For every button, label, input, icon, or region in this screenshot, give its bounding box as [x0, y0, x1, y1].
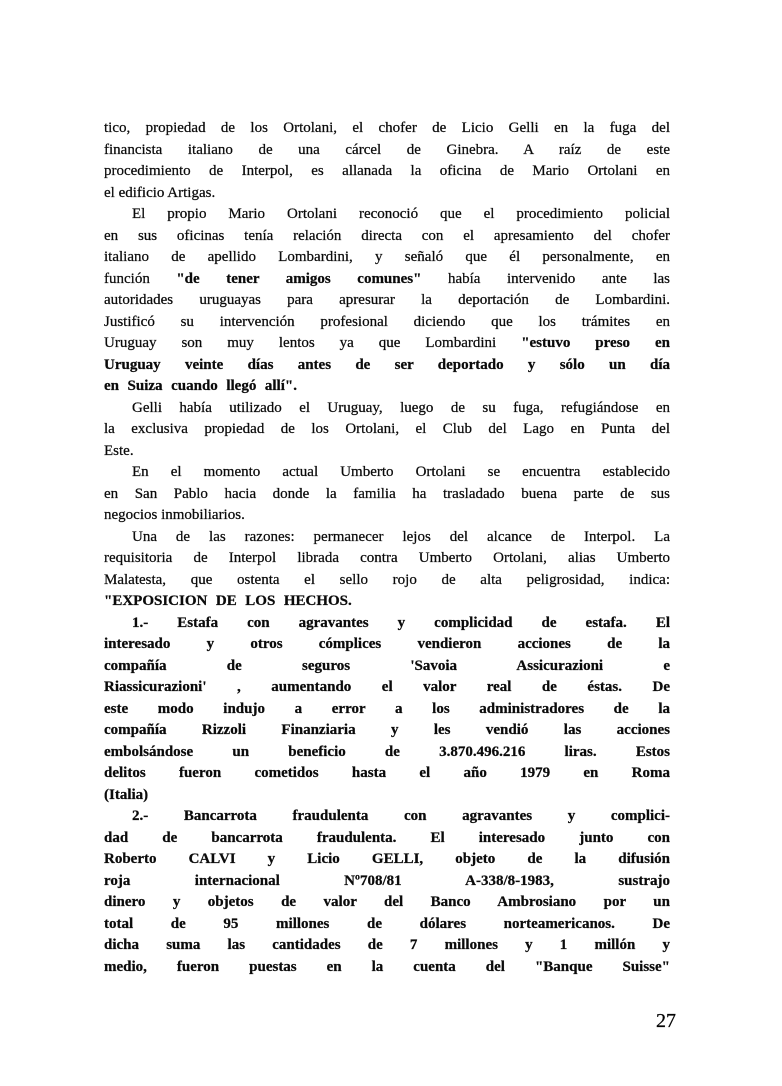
text-run: italiano de apellido Lombardini, y señaló que él personalmente, en: [104, 249, 670, 265]
text-line: [104, 656, 670, 678]
text-run: negocios inmobiliarios.: [104, 507, 245, 523]
text-line: [104, 312, 670, 334]
text-run: "estuvo preso en: [521, 335, 670, 351]
text-run: financista italiano de una cárcel de Ginebra. A raíz de este: [104, 141, 670, 158]
text-run: total de 95 millones de dólares norteamericanos. De: [104, 915, 670, 932]
text-run: "EXPOSICION DE LOS HECHOS.: [104, 593, 352, 609]
text-line: [104, 634, 670, 656]
text-run: autoridades uruguayas para apresurar la deportación de Lombardini.: [104, 292, 670, 308]
text-run: (Italia): [104, 786, 149, 803]
text-line: [104, 355, 670, 377]
text-line: [104, 527, 670, 549]
text-line: [104, 419, 670, 441]
text-line: [104, 591, 670, 613]
text-run: Justificó su intervención profesional diciendo que los trámites en: [104, 313, 670, 330]
text-line: [104, 548, 670, 570]
text-line: [104, 140, 670, 162]
text-run: Roberto CALVI y Licio GELLI, objeto de la difusión: [104, 851, 670, 867]
text-line: [104, 828, 670, 850]
text-line: [104, 118, 670, 140]
text-line: [104, 871, 670, 893]
text-run: 2.- Bancarrota fraudulenta con agravantes y complici-: [132, 808, 670, 824]
text-line: [104, 183, 670, 205]
text-run: en San Pablo hacia donde la familia ha trasladado buena parte de sus: [104, 485, 670, 502]
text-line: [104, 398, 670, 420]
text-run: dad de bancarrota fraudulenta. El interesado junto con: [104, 829, 670, 846]
text-line: [104, 376, 670, 398]
text-run: tico, propiedad de los Ortolani, el chofer de Licio Gelli en la fuga del: [104, 120, 670, 136]
text-run: la exclusiva propiedad de los Ortolani, el Club del Lago en Punta del: [104, 421, 670, 437]
text-line: [104, 914, 670, 936]
text-line: [104, 935, 670, 957]
text-line: [104, 720, 670, 742]
text-run: Este.: [104, 442, 134, 459]
text-run: dinero y objetos de valor del Banco Ambrosiano por un: [104, 894, 670, 910]
text-line: [104, 269, 670, 291]
text-line: [104, 204, 670, 226]
text-run: El propio Mario Ortolani reconoció que el procedimiento policial: [132, 206, 670, 222]
text-run: este modo indujo a error a los administradores de la: [104, 700, 670, 717]
text-run: compañía Rizzoli Finanziaria y les vendió las acciones: [104, 722, 670, 738]
text-line: [104, 570, 670, 592]
text-line: [104, 333, 670, 355]
text-line: [104, 484, 670, 506]
text-run: medio, fueron puestas en la cuenta del "Banque Suisse": [104, 958, 670, 975]
text-line: [104, 247, 670, 269]
text-run: embolsándose un beneficio de 3.870.496.216 liras. Estos: [104, 743, 670, 760]
text-line: [104, 806, 670, 828]
text-run: requisitoria de Interpol librada contra Umberto Ortolani, alias Umberto: [104, 550, 670, 566]
text-run: el edificio Artigas.: [104, 184, 216, 201]
text-run: Uruguay veinte días antes de ser deportado y sólo un día: [104, 356, 670, 373]
text-run: Uruguay son muy lentos ya que Lombardini: [104, 335, 522, 351]
text-run: había intervenido ante las: [421, 270, 670, 287]
text-line: [104, 763, 670, 785]
text-line: [104, 161, 670, 183]
text-line: [104, 742, 670, 764]
text-line: [104, 441, 670, 463]
page-number: 27: [656, 1010, 676, 1032]
text-run: roja internacional Nº708/81 A-338/8-1983, sustrajo: [104, 872, 670, 889]
text-run: Una de las razones: permanecer lejos del alcance de Interpol. La: [132, 528, 670, 545]
text-run: En el momento actual Umberto Ortolani se encuentra establecido: [132, 464, 670, 480]
text-run: procedimiento de Interpol, es allanada la oficina de Mario Ortolani en: [104, 163, 670, 179]
text-line: [104, 892, 670, 914]
text-line: [104, 462, 670, 484]
text-line: [104, 699, 670, 721]
text-run: 1.- Estafa con agravantes y complicidad de estafa. El: [132, 614, 670, 631]
text-run: "de tener amigos comunes": [176, 270, 422, 287]
text-run: compañía de seguros 'Savoia Assicurazioni e: [104, 657, 670, 674]
text-run: en sus oficinas tenía relación directa con el apresamiento del chofer: [104, 227, 670, 244]
text-run: dicha suma las cantidades de 7 millones y 1 millón y: [104, 937, 670, 953]
text-run: interesado y otros cómplices vendieron acciones de la: [104, 636, 670, 652]
text-line: [104, 290, 670, 312]
text-line: [104, 613, 670, 635]
text-line: [104, 957, 670, 979]
text-line: [104, 849, 670, 871]
text-line: [104, 226, 670, 248]
text-line: [104, 785, 670, 807]
text-run: en Suiza cuando llegó allí".: [104, 378, 297, 394]
text-block: [104, 118, 670, 978]
text-run: Gelli había utilizado el Uruguay, luego de su fuga, refugiándose en: [132, 399, 670, 416]
text-run: Riassicurazioni' , aumentando el valor real de éstas. De: [104, 679, 670, 695]
text-run: delitos fueron cometidos hasta el año 1979 en Roma: [104, 765, 670, 781]
text-line: [104, 505, 670, 527]
text-run: función: [104, 270, 177, 287]
text-line: [104, 677, 670, 699]
text-run: Malatesta, que ostenta el sello rojo de alta peligrosidad, indica:: [104, 571, 670, 588]
